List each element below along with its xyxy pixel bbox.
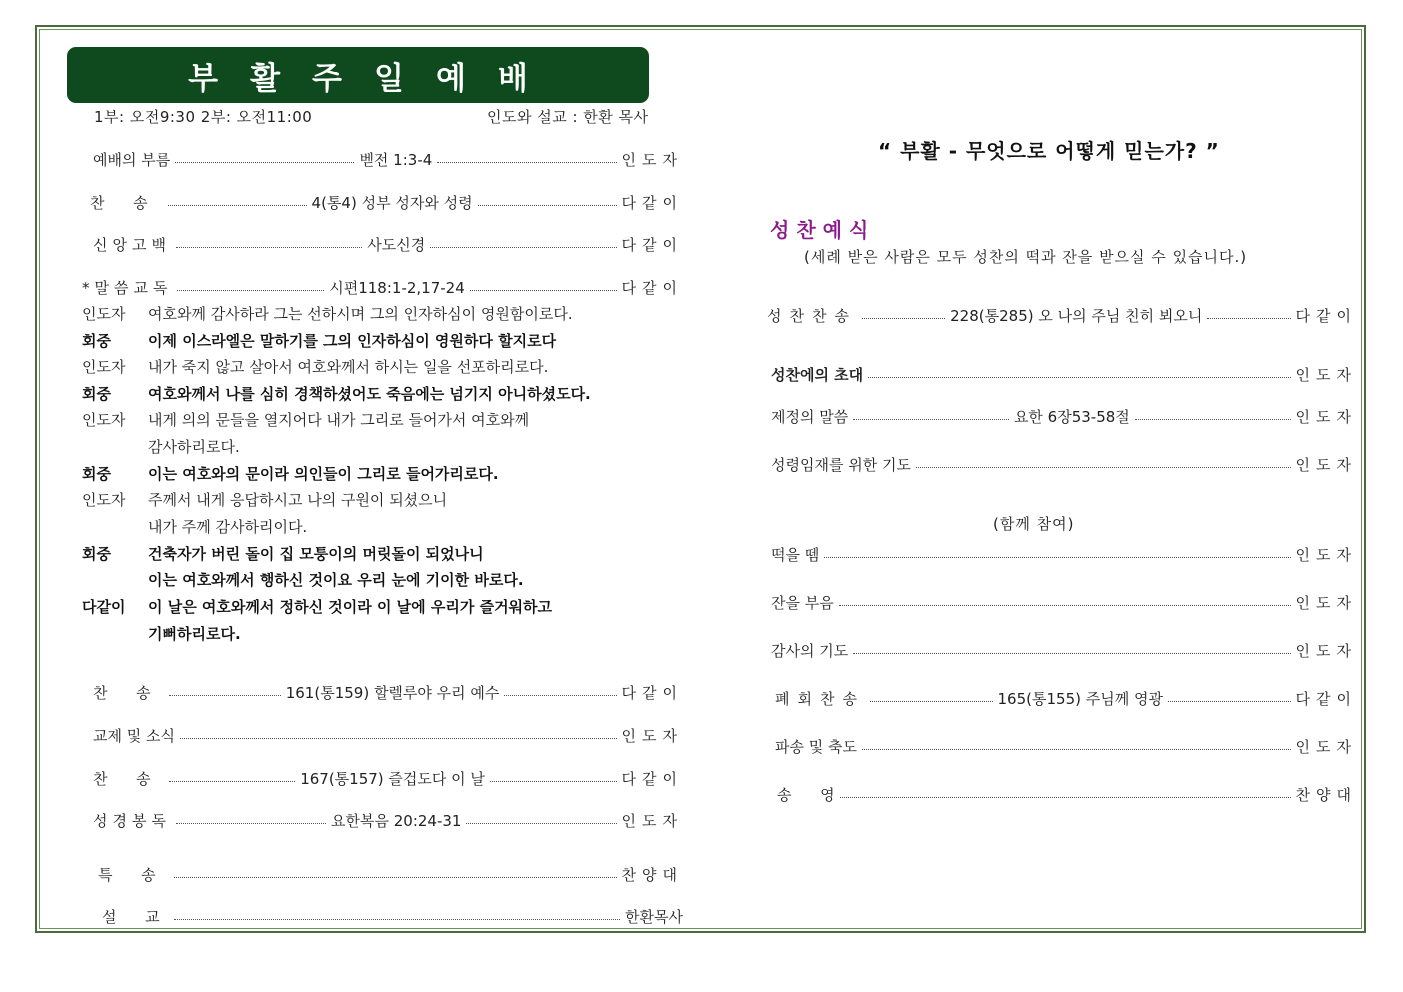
responsive-speaker: 회중 — [82, 332, 111, 350]
leader-dots — [466, 823, 616, 824]
communion-label: 감사의 기도 — [771, 641, 849, 660]
communion-label: 잔을 부음 — [771, 593, 834, 612]
communion-label: 파송 및 축도 — [775, 737, 857, 756]
service-times: 1부: 오전9:30 2부: 오전11:00 — [94, 108, 313, 126]
communion-detail: 165(통155) 주님께 영광 — [997, 689, 1163, 708]
leader-dots — [168, 205, 307, 206]
leader-dots — [430, 247, 616, 248]
order-leader: 인도자 — [621, 726, 683, 745]
responsive-line — [82, 597, 552, 617]
communion-label: 성령임재를 위한 기도 — [771, 455, 911, 474]
communion-row — [777, 785, 1357, 803]
leader-dots — [1168, 701, 1291, 702]
communion-label: 폐회찬송 — [775, 689, 865, 708]
leader-dots — [870, 701, 993, 702]
responsive-text: 내게 의의 문들을 열지어다 내가 그리로 들어가서 여호와께 — [148, 411, 530, 429]
responsive-text: 주께서 내게 응답하시고 나의 구원이 되셨으니 — [148, 491, 448, 509]
order-detail: 요한복음 20:24-31 — [331, 811, 462, 830]
communion-note: (세례 받은 사람은 모두 성찬의 떡과 잔을 받으실 수 있습니다.) — [804, 248, 1248, 266]
order-leader: 다같이 — [621, 235, 684, 254]
communion-row — [771, 641, 1357, 659]
order-label: 신앙고백 — [93, 235, 171, 254]
responsive-text: 이는 여호와께서 행하신 것이요 우리 눈에 기이한 바로다. — [148, 571, 524, 589]
leader-dots — [862, 318, 945, 319]
responsive-line — [82, 410, 529, 430]
responsive-speaker: 인도자 — [82, 305, 126, 323]
responsive-text: 이 날은 여호와께서 정하신 것이라 이 날에 우리가 즐거워하고 — [148, 598, 553, 616]
communion-label: 송 영 — [777, 785, 835, 804]
order-row — [93, 235, 683, 253]
order-row — [93, 150, 683, 168]
responsive-line — [82, 304, 573, 324]
communion-label: 성찬에의 초대 — [771, 365, 864, 384]
order-leader: 찬양대 — [621, 865, 683, 884]
communion-row — [775, 689, 1357, 707]
order-detail: 161(통159) 할렐루야 우리 예수 — [285, 683, 500, 702]
communion-row — [771, 365, 1357, 383]
leader-dots — [176, 247, 362, 248]
responsive-speaker: 회중 — [82, 545, 111, 563]
order-row — [82, 278, 683, 296]
leader-dots — [868, 377, 1290, 378]
leader-dots — [504, 695, 616, 696]
leader-dots — [176, 823, 326, 824]
order-row — [93, 683, 683, 701]
leader-dots — [180, 738, 617, 739]
title-banner: 부활주일예배 — [67, 47, 649, 103]
participation-note: (함께 참여) — [993, 515, 1075, 533]
responsive-text: 건축자가 버린 돌이 집 모퉁이의 머릿돌이 되었나니 — [148, 545, 484, 563]
leader-dots — [862, 749, 1291, 750]
order-detail: 시편118:1-2,17-24 — [329, 278, 465, 297]
communion-label: 제정의 말씀 — [771, 407, 849, 426]
order-label: 교제 및 소식 — [93, 726, 175, 745]
responsive-speaker: 회중 — [82, 385, 111, 403]
responsive-text: 여호와께서 나를 심히 경책하셨어도 죽음에는 넘기지 아니하셨도다. — [148, 385, 591, 403]
order-leader: 다같이 — [621, 278, 684, 297]
communion-leader: 인도자 — [1295, 365, 1357, 384]
leader-dots — [490, 781, 617, 782]
leader-dots — [174, 919, 620, 920]
communion-heading: 성찬예식 — [770, 218, 876, 242]
order-row — [93, 811, 683, 829]
leader-dots — [1135, 419, 1291, 420]
responsive-speaker: 인도자 — [82, 358, 126, 376]
communion-row — [775, 737, 1357, 755]
order-leader: 다같이 — [621, 193, 684, 212]
order-leader: 인도자 — [621, 150, 683, 169]
order-label: *말씀교독 — [82, 278, 173, 297]
communion-leader: 인도자 — [1295, 641, 1357, 660]
communion-row — [771, 455, 1357, 473]
order-detail: 4(통4) 성부 성자와 성령 — [311, 193, 473, 212]
leader-dots — [916, 467, 1291, 468]
order-detail: 벧전 1:3-4 — [359, 150, 433, 169]
communion-detail: 요한 6장53-58절 — [1013, 407, 1130, 426]
responsive-speaker: 다같이 — [82, 598, 126, 616]
leader-dots — [470, 290, 617, 291]
responsive-text: 감사하리로다. — [148, 438, 240, 456]
communion-leader: 인도자 — [1295, 593, 1357, 612]
order-row — [102, 907, 683, 925]
responsive-line — [82, 357, 548, 377]
communion-label: 떡을 뗌 — [771, 545, 820, 564]
communion-row — [767, 306, 1357, 324]
order-leader: 다같이 — [621, 683, 684, 702]
leader-dots — [177, 290, 324, 291]
preacher-line: 인도와 설교 : 한환 목사 — [487, 108, 649, 126]
order-leader: 다같이 — [621, 769, 683, 788]
order-row — [98, 865, 683, 883]
communion-row — [771, 593, 1357, 611]
responsive-line — [82, 331, 556, 351]
leader-dots — [840, 797, 1291, 798]
responsive-text: 내가 주께 감사하리이다. — [148, 518, 308, 536]
order-label: 찬 송 — [93, 683, 151, 702]
responsive-text: 이제 이스라엘은 말하기를 그의 인자하심이 영원하다 할지로다 — [148, 332, 557, 350]
leader-dots — [853, 653, 1290, 654]
responsive-speaker: 인도자 — [82, 491, 126, 509]
communion-leader: 찬양대 — [1295, 785, 1357, 804]
communion-detail: 228(통285) 오 나의 주님 친히 뵈오니 — [950, 306, 1203, 325]
responsive-speaker: 회중 — [82, 465, 111, 483]
responsive-speaker: 인도자 — [82, 411, 126, 429]
leader-dots — [839, 605, 1291, 606]
order-label: 찬 송 — [90, 193, 148, 212]
order-label: 설 교 — [102, 907, 160, 926]
order-detail: 사도신경 — [367, 235, 426, 254]
communion-label: 성찬찬송 — [767, 306, 857, 325]
order-label: 특 송 — [98, 865, 156, 884]
responsive-text: 내가 죽지 않고 살아서 여호와께서 하시는 일을 선포하리로다. — [148, 358, 549, 376]
order-label: 예배의 부름 — [93, 150, 171, 169]
sermon-title: “ 부활 - 무엇으로 어떻게 믿는가? ” — [878, 139, 1220, 163]
responsive-line — [82, 544, 484, 564]
communion-leader: 인도자 — [1295, 737, 1357, 756]
leader-dots — [169, 781, 296, 782]
communion-row — [771, 545, 1357, 563]
responsive-text: 여호와께 감사하라 그는 선하시며 그의 인자하심이 영원함이로다. — [148, 305, 573, 323]
responsive-text: 기뻐하리로다. — [148, 625, 241, 643]
communion-leader: 인도자 — [1295, 545, 1357, 564]
order-leader: 인도자 — [621, 811, 684, 830]
order-row — [90, 193, 683, 211]
leader-dots — [824, 557, 1290, 558]
communion-leader: 인도자 — [1295, 455, 1357, 474]
order-detail: 167(통157) 즐겁도다 이 날 — [300, 769, 485, 788]
leader-dots — [853, 419, 1009, 420]
responsive-line — [82, 384, 591, 404]
communion-row — [771, 407, 1357, 425]
communion-leader: 인도자 — [1295, 407, 1357, 426]
order-row — [93, 726, 683, 744]
order-leader: 한환목사 — [625, 907, 683, 926]
leader-dots — [175, 162, 354, 163]
leader-dots — [169, 695, 281, 696]
leader-dots — [174, 877, 617, 878]
responsive-line — [82, 490, 447, 510]
communion-leader: 다같이 — [1295, 306, 1357, 325]
responsive-text: 이는 여호와의 문이라 의인들이 그리로 들어가리로다. — [148, 465, 499, 483]
communion-leader: 다같이 — [1295, 689, 1357, 708]
leader-dots — [437, 162, 616, 163]
responsive-line — [82, 464, 499, 484]
order-label: 찬 송 — [93, 769, 151, 788]
leader-dots — [1207, 318, 1290, 319]
leader-dots — [478, 205, 617, 206]
order-row — [93, 769, 683, 787]
order-label: 성경봉독 — [93, 811, 171, 830]
